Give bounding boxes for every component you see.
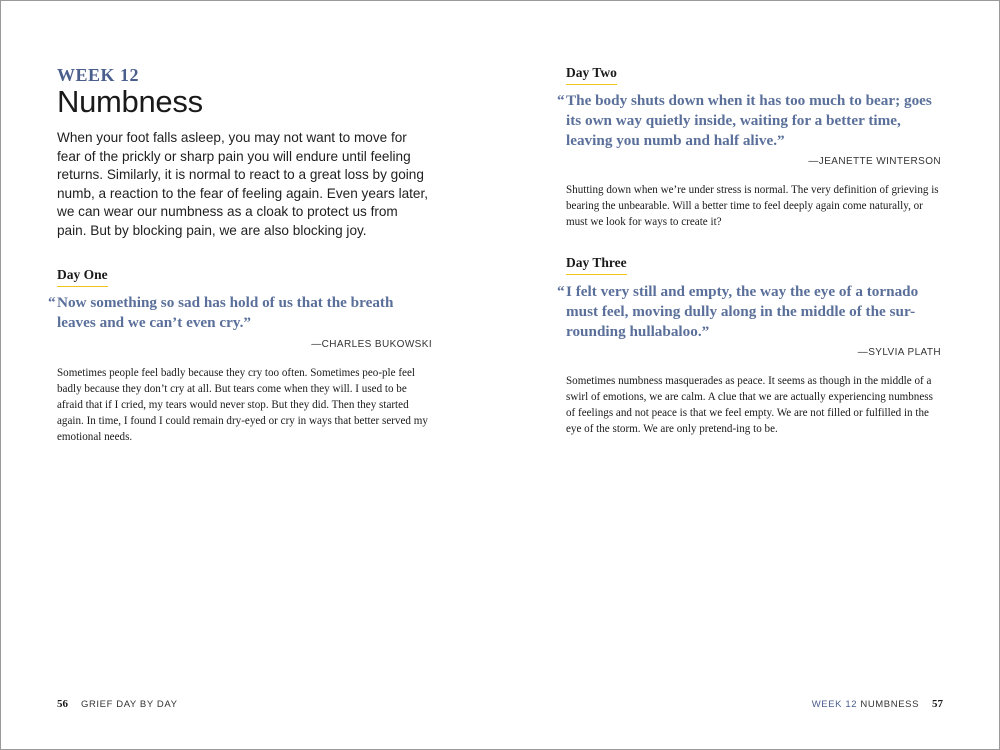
day-three-heading: Day Three [566, 255, 627, 275]
day-one-attribution: —CHARLES BUKOWSKI [311, 339, 432, 350]
chapter-title: Numbness [57, 84, 203, 119]
quote-mark: “ [557, 92, 565, 109]
right-page-number: 57 [932, 698, 943, 710]
quote-mark: “ [48, 294, 56, 311]
left-page [48, 0, 432, 750]
day-one-heading: Day One [57, 267, 108, 287]
day-one-quote [48, 293, 432, 333]
day-one-quote-text: Now something so sad has hold of us that the breath leaves and we can’t even cry.” [57, 294, 394, 331]
left-running-title: GRIEF DAY BY DAY [80, 699, 178, 710]
week-label: WEEK 12 [57, 65, 140, 85]
day-three-quote [557, 282, 941, 342]
day-two-attribution: —JEANETTE WINTERSON [808, 156, 941, 167]
left-footer [57, 698, 178, 710]
day-three-body: Sometimes numbness masquerades as peace. It seems as though in the middle of a swirl of emotions, we are calm. A clue that we are actually experiencing numbness of feelings and not peace is that we feel empty. We are not filled or fulfilled in the eye of the storm. We are only pretend-ing to be. [566, 375, 933, 436]
day-one-body: Sometimes people feel badly because they cry too often. Sometimes peo-ple feel badly because they don’t cry at all. But tears come when they will. I used to be afraid that if I cried, my tears would never stop. But they did. Then they started again. In time, I found I could remain dry-eyed or cry in ways that better served my emotional needs. [57, 367, 428, 444]
quote-mark: “ [557, 283, 565, 300]
day-three-quote-text: I felt very still and empty, the way the eye of a tornado must feel, moving dully along in the middle of the sur-rounding hullabaloo.” [566, 283, 919, 340]
day-two-quote-text: The body shuts down when it has too much to bear; goes its own way quietly inside, waiting for a better time, leaving you numb and half alive.” [566, 92, 932, 149]
right-running-title: NUMBNESS [860, 699, 920, 710]
day-two-quote [557, 91, 941, 151]
day-two-body: Shutting down when we’re under stress is normal. The very definition of grieving is bearing the unbearable. Will a better time to feel deeply again come naturally, or must we look for ways to create it? [566, 184, 939, 229]
right-running-week: WEEK 12 [811, 699, 858, 710]
intro-paragraph: When your foot falls asleep, you may not want to move for fear of the prickly or sharp pain you will endure until feeling returns. Similarly, it is normal to react to a great loss by going numb, a reaction to the fear of feeling again. Even years later, we can wear our numbness as a cloak to protect us from pain. But by blocking pain, we are also blocking joy. [57, 130, 429, 238]
left-page-number: 56 [57, 698, 68, 710]
right-footer [812, 698, 943, 710]
day-two-heading: Day Two [566, 65, 617, 85]
right-page [557, 0, 941, 750]
day-three-attribution: —SYLVIA PLATH [857, 347, 941, 358]
